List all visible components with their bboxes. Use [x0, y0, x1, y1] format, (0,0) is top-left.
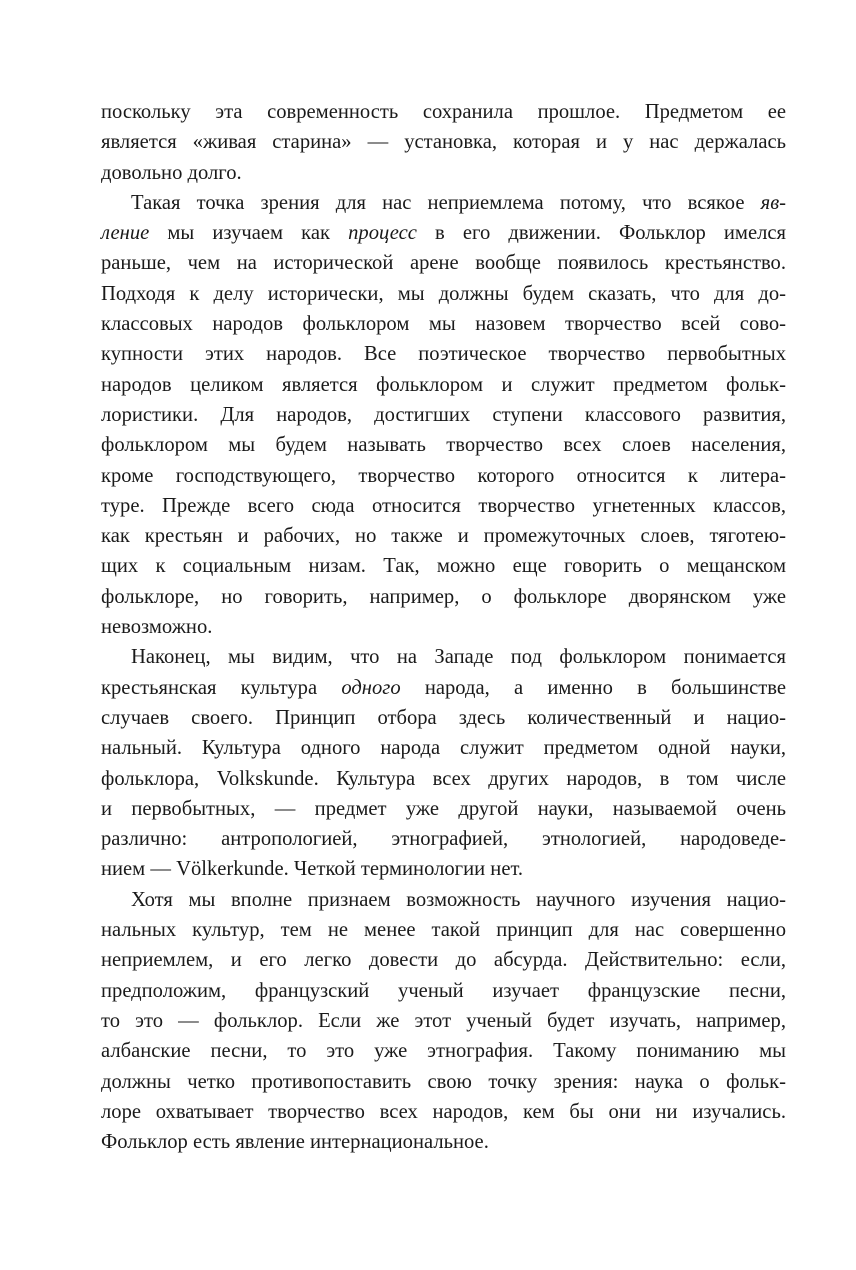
text-line: фольклора, Volkskunde. Культура всех других народов, в том числе: [101, 767, 786, 790]
text-line: фольклоре, но говорить, например, о фольклоре дворянском уже: [101, 585, 786, 608]
text-line: то это — фольклор. Если же этот ученый будет изучать, например,: [101, 1009, 786, 1032]
text-line: Наконец, мы видим, что на Западе под фольклором понимается: [131, 646, 786, 669]
italic-text: одного: [341, 676, 401, 699]
text-line: нальный. Культура одного народа служит предметом одной науки,: [101, 737, 786, 760]
text-line: [101, 188, 786, 218]
text-line: предположим, французский ученый изучает французские песни,: [101, 979, 786, 1002]
paragraph: [101, 885, 786, 1158]
text-segment: в его движении. Фольклор имелся: [416, 222, 786, 245]
text-line: [101, 673, 786, 703]
text-line: случаев своего. Принцип отбора здесь количественный и нацио-: [101, 706, 786, 729]
text-line: [101, 218, 786, 248]
text-segment: народа, а именно в большинстве: [400, 676, 786, 699]
text-line: раньше, чем на исторической арене вообще появилось крестьянство.: [101, 252, 786, 275]
text-line: Подходя к делу исторически, мы должны будем сказать, что для до-: [101, 282, 786, 305]
italic-text: яв-: [760, 191, 786, 214]
text-line: как крестьян и рабочих, но также и промежуточных слоев, тяготею-: [101, 525, 786, 548]
text-line: нием — Völkerkunde. Четкой терминологии нет.: [101, 858, 524, 881]
italic-text: ление: [101, 222, 150, 245]
text-line: невозможно.: [101, 616, 213, 639]
body-text: [101, 97, 786, 1157]
text-line: туре. Прежде всего сюда относится творчество угнетенных классов,: [101, 494, 786, 517]
text-line: неприемлем, и его легко довести до абсурда. Действительно: если,: [101, 949, 786, 972]
text-line: Фольклор есть явление интернациональное.: [101, 1131, 489, 1154]
text-line: щих к социальным низам. Так, можно еще говорить о мещанском: [101, 555, 786, 578]
text-line: различно: антропологией, этнографией, этнологией, народоведе-: [101, 828, 786, 851]
text-line: поскольку эта современность сохранила прошлое. Предметом ее: [101, 101, 786, 123]
text-line: должны четко противопоставить свою точку зрения: наука о фольк-: [101, 1070, 786, 1093]
paragraph: [101, 188, 786, 642]
text-line: лористики. Для народов, достигших ступени классового развития,: [101, 403, 786, 426]
text-line: кроме господствующего, творчество которого относится к литера-: [101, 464, 786, 487]
text-line: нальных культур, тем не менее такой принцип для нас совершенно: [101, 919, 786, 942]
paragraph: [101, 97, 786, 188]
text-line: народов целиком является фольклором и служит предметом фольк-: [101, 373, 786, 396]
text-segment: крестьянская культура: [101, 676, 342, 699]
text-segment: мы изучаем как: [149, 222, 349, 245]
italic-text: процесс: [348, 222, 417, 245]
text-line: албанские песни, то это уже этнография. Такому пониманию мы: [101, 1040, 786, 1063]
text-line: довольно долго.: [101, 161, 242, 184]
text-line: купности этих народов. Все поэтическое творчество первобытных: [101, 343, 786, 366]
text-line: лоре охватывает творчество всех народов, кем бы они ни изучались.: [101, 1100, 786, 1123]
text-line: Хотя мы вполне признаем возможность научного изучения нацио-: [131, 888, 786, 911]
text-segment: Такая точка зрения для нас неприемлема потому, что всякое: [131, 191, 761, 214]
text-line: фольклором мы будем называть творчество всех слоев населения,: [101, 434, 786, 457]
text-line: и первобытных, — предмет уже другой науки, называемой очень: [101, 797, 786, 820]
paragraph: [101, 642, 786, 884]
text-line: является «живая старина» — установка, которая и у нас держалась: [101, 131, 786, 154]
text-line: классовых народов фольклором мы назовем творчество всей сово-: [101, 313, 786, 336]
